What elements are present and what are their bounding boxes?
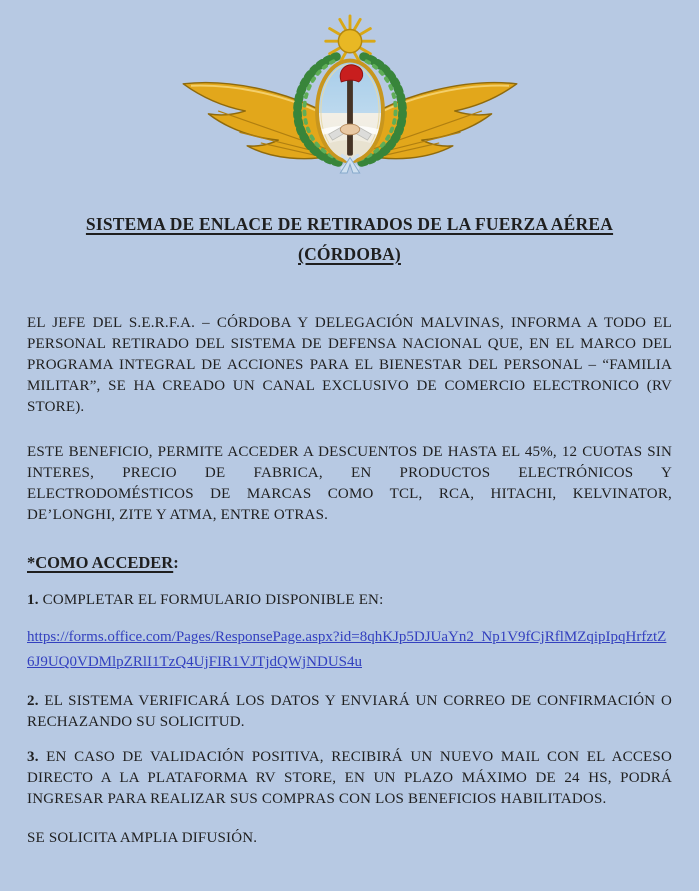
step-1-text: COMPLETAR EL FORMULARIO DISPONIBLE EN: [42, 592, 384, 608]
step-2-number: 2. [27, 693, 39, 709]
step-1 [27, 590, 672, 611]
shield-oval-icon [317, 61, 383, 162]
benefits-paragraph: ESTE BENEFICIO, PERMITE ACCEDER A DESCUENTOS DE HASTA EL 45%, 12 CUOTAS SIN INTERES, PRECIO DE FABRICA, EN PRODUCTOS ELECTRÓNICOS Y ELECTRODOMÉSTICOS DE MARCAS COMO TCL, RCA, HITACHI, KELVINATOR, DE’LONGHI, ZITE Y ATMA, ENTRE OTRAS. [27, 444, 672, 523]
step-3-text: EN CASO DE VALIDACIÓN POSITIVA, RECIBIRÁ UN NUEVO MAIL CON EL ACCESO DIRECTO A LA PLATAFORMA RV STORE, EN UN PLAZO MÁXIMO DE 24 HS, PODRÁ INGRESAR PARA REALIZAR SUS COMPRAS CON LOS BENEFICIOS HABILITADOS. [27, 749, 672, 807]
form-link[interactable]: https://forms.office.com/Pages/ResponsePage.aspx?id=8qhKJp5DJUaYn2_Np1V9fCjRflMZqipIpqHrfztZ6J9UQ0VDMlpZRlI1TzQ4UjFIR1VJTjdQWjNDUS4u [27, 629, 667, 670]
page-title-line2: (CÓRDOBA) [298, 244, 401, 264]
emblem-container [27, 0, 672, 179]
heading-colon: : [173, 553, 179, 572]
phrygian-cap-icon [340, 65, 362, 82]
closing-note: SE SOLICITA AMPLIA DIFUSIÓN. [27, 830, 258, 846]
step-3-number: 3. [27, 749, 39, 765]
how-to-access-heading: *COMO ACCEDER: [27, 553, 179, 572]
form-link-paragraph [27, 625, 672, 675]
ribbon-knot-icon [340, 156, 359, 173]
step-1-number: 1. [27, 592, 39, 608]
page-title-line1: SISTEMA DE ENLACE DE RETIRADOS DE LA FUERZA AÉREA [85, 214, 614, 234]
intro-paragraph: EL JEFE DEL S.E.R.F.A. – CÓRDOBA Y DELEGACIÓN MALVINAS, INFORMA A TODO EL PERSONAL RETIRADO DEL SISTEMA DE DEFENSA NACIONAL QUE, EN EL MARCO DEL PROGRAMA INTEGRAL DE ACCIONES PARA EL BIENESTAR DEL PERSONAL – “FAMILIA MILITAR”, SE HA CREADO UN CANAL EXCLUSIVO DE COMERCIO ELECTRONICO (RV STORE). [27, 315, 672, 415]
step-2-text: EL SISTEMA VERIFICARÁ LOS DATOS Y ENVIARÁ UN CORREO DE CONFIRMACIÓN O RECHAZANDO SU SOLICITUD. [27, 693, 673, 730]
step-2 [27, 691, 672, 733]
step-3 [27, 747, 672, 810]
air-force-emblem-logo [172, 14, 528, 174]
page-title [27, 209, 672, 269]
